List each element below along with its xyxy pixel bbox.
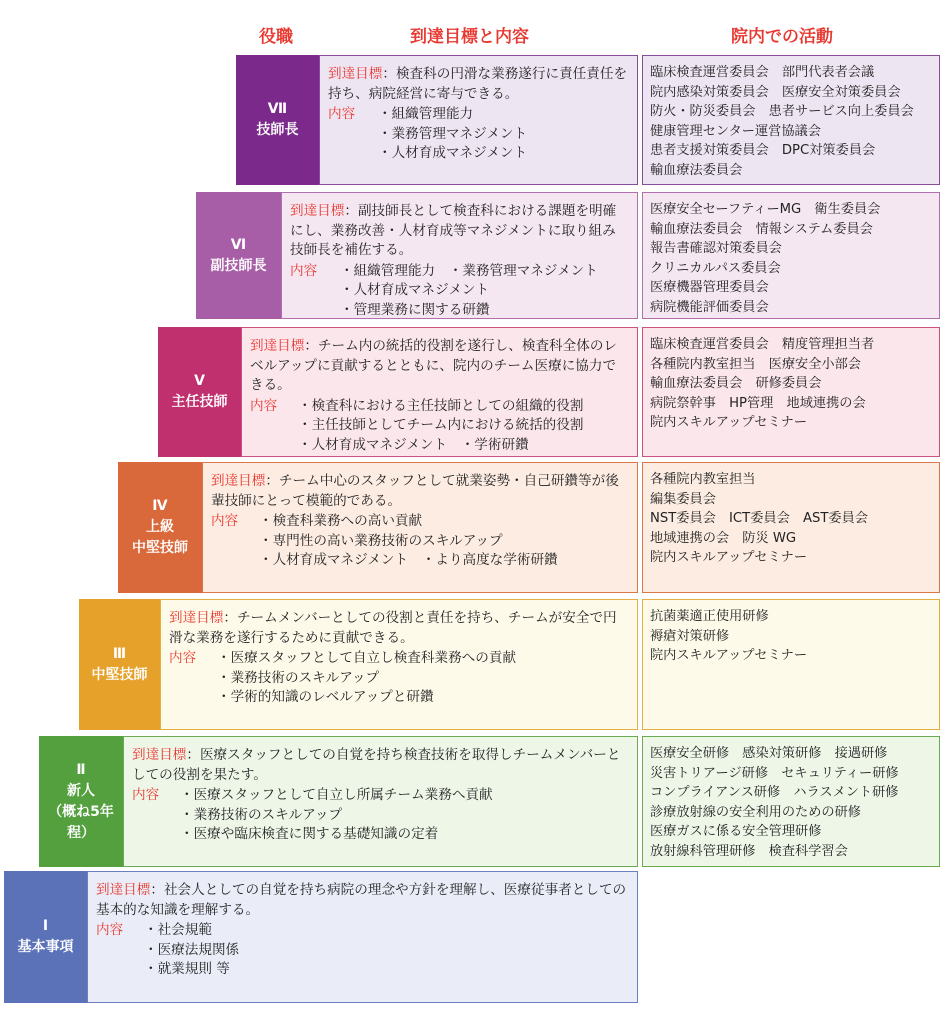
activity-item: 地域連携の会 防災 WG <box>650 530 797 546</box>
role-numeral: Ⅵ <box>230 236 247 253</box>
role-title: 新人 <box>67 782 95 799</box>
goal-label: 到達目標 <box>132 747 187 763</box>
activity-box-level-6 <box>642 192 940 319</box>
activity-item: 院内感染対策委員会 医療安全対策委員会 <box>650 84 901 100</box>
content-items <box>378 105 527 164</box>
content-item: ・人材育成マネジメント ・より高度な学術研鑽 <box>259 552 558 568</box>
activity-item: 輸血療法委員会 研修委員会 <box>650 376 822 391</box>
role-level-4 <box>118 462 202 593</box>
role-title: 中堅技師 <box>91 666 148 683</box>
activity-item: NST委員会 ICT委員会 AST委員会 <box>650 511 868 526</box>
role-subtitle: （概ね5年程） <box>48 803 114 841</box>
role-level-6 <box>196 192 281 319</box>
content-item: ・管理業務に関する研鑽 <box>340 301 490 318</box>
goal-label: 到達目標 <box>211 473 266 489</box>
content-items <box>298 397 583 456</box>
activity-item: 院内スキルアップセミナー <box>650 415 808 430</box>
content-row <box>132 786 629 845</box>
activity-item: 各種院内教室担当 医療安全小部会 <box>650 356 861 372</box>
content-item: ・医療スタッフとして自立し所属チーム業務へ貢献 <box>180 787 493 803</box>
goal-box-level-4 <box>202 462 638 593</box>
content-item: ・人材育成マネジメント <box>378 145 528 161</box>
content-item: ・専門性の高い業務技術のスキルアップ <box>259 532 503 549</box>
role-numeral: Ⅶ <box>267 101 288 117</box>
role-numeral: Ⅴ <box>194 373 205 389</box>
content-item: ・主任技師としてチーム内における統括的役割 <box>298 417 584 433</box>
role-title: 技師長 <box>256 122 299 138</box>
activity-item: 輸血療法委員会 情報システム委員会 <box>650 221 873 237</box>
content-item: ・人材育成マネジメント ・学術研鑽 <box>298 436 529 453</box>
goal-box-level-6 <box>281 192 638 319</box>
content-item: ・業務管理マネジメント <box>378 125 528 142</box>
activity-box-level-2 <box>642 736 940 867</box>
content-row <box>290 262 629 321</box>
activity-item: 院内スキルアップセミナー <box>650 648 808 663</box>
content-label: 内容 <box>211 513 239 529</box>
role-level-3 <box>79 599 160 730</box>
role-title: 基本事項 <box>17 939 74 955</box>
goal-label: 到達目標 <box>96 882 151 898</box>
content-row <box>96 921 629 980</box>
content-items <box>259 512 558 571</box>
activity-box-level-5 <box>642 327 940 457</box>
activity-item: 抗菌薬適正使用研修 <box>650 609 769 624</box>
goal-text: 到達目標：検査科の円滑な業務遂行に責任責任を持ち、病院経営に寄与できる。 <box>328 66 628 102</box>
content-item: ・医療スタッフとして自立し検査科業務への貢献 <box>217 650 517 666</box>
activity-item: 病院機能評価委員会 <box>650 299 769 315</box>
content-item: ・学術的知識のレベルアップと研鑽 <box>217 689 434 705</box>
content-items <box>180 786 493 845</box>
content-items <box>217 649 516 708</box>
role-numeral: Ⅲ <box>112 645 127 662</box>
activity-item: 災害トリアージ研修 セキュリティー研修 <box>650 765 899 781</box>
activity-item: 臨床検査運営委員会 精度管理担当者 <box>650 337 875 352</box>
activity-item: 医療ガスに係る安全管理研修 <box>650 824 822 839</box>
role-title: 主任技師 <box>171 394 228 410</box>
content-item: ・組織管理能力 <box>378 106 474 122</box>
goal-text: 到達目標：社会人としての自覚を持ち病院の理念や方針を理解し、医療従事者としての基本的な知識を理解する。 <box>96 882 627 918</box>
content-label: 内容 <box>290 262 318 279</box>
role-numeral: Ⅳ <box>152 498 168 514</box>
activity-item: 健康管理センター運営協議会 <box>650 123 821 139</box>
role-level-5 <box>158 327 241 457</box>
goal-label: 到達目標 <box>328 66 383 82</box>
activity-item: 医療機器管理委員会 <box>650 280 769 295</box>
activity-box-level-3 <box>642 599 940 730</box>
content-row <box>211 512 629 571</box>
content-row <box>250 397 629 456</box>
goal-box-level-2 <box>123 736 638 867</box>
activity-item: 輸血療法委員会 <box>650 162 743 178</box>
activity-item: 院内スキルアップセミナー <box>650 550 808 565</box>
goal-box-level-5 <box>241 327 638 457</box>
content-item: ・医療や臨床検査に関する基礎知識の定着 <box>180 826 439 842</box>
role-title: 上級 <box>146 519 174 535</box>
activity-box-level-4 <box>642 462 940 593</box>
role-numeral: Ⅰ <box>42 918 49 934</box>
goal-text: 到達目標：副技師長として検査科における課題を明確にし、業務改善・人材育成等マネジメントに取り組み技師長を補佐する。 <box>290 203 617 258</box>
content-label: 内容 <box>250 397 278 414</box>
content-item: ・医療法規関係 <box>144 941 240 958</box>
activity-item: 患者支援対策委員会 DPC対策委員会 <box>650 143 876 158</box>
goal-box-level-7 <box>319 55 638 185</box>
content-item: ・組織管理能力 ・業務管理マネジメント <box>340 262 598 279</box>
activity-item: コンプライアンス研修 ハラスメント研修 <box>650 785 899 800</box>
activity-box-level-7 <box>642 55 940 185</box>
content-item: ・人材育成マネジメント <box>340 282 490 298</box>
content-items <box>340 262 598 321</box>
content-row <box>328 105 629 164</box>
goal-label: 到達目標 <box>250 338 305 354</box>
goal-label: 到達目標 <box>290 203 345 219</box>
header-goal: 到達目標と内容 <box>410 27 529 47</box>
activity-item: 各種院内教室担当 <box>650 472 756 487</box>
activity-item: 防火・防災委員会 患者サービス向上委員会 <box>650 104 914 119</box>
content-label: 内容 <box>96 922 124 938</box>
activity-item: 放射線科管理研修 検査科学習会 <box>650 843 848 859</box>
content-item: ・業務技術のスキルアップ <box>180 806 343 823</box>
content-label: 内容 <box>169 650 197 666</box>
header-role: 役職 <box>259 27 293 47</box>
content-item: ・社会規範 <box>144 922 212 938</box>
content-item: ・業務技術のスキルアップ <box>217 669 380 686</box>
goal-label: 到達目標 <box>169 610 224 626</box>
content-item: ・検査科における主任技師としての組織的役割 <box>298 397 584 414</box>
role-title: 副技師長 <box>210 257 267 274</box>
goal-text: 到達目標：医療スタッフとしての自覚を持ち検査技術を取得しチームメンバーとしての役割を果たす。 <box>132 747 621 783</box>
content-items <box>144 921 239 980</box>
content-label: 内容 <box>328 106 356 122</box>
activity-item: 編集委員会 <box>650 491 716 507</box>
activity-item: 医療安全セーフティーMG 衛生委員会 <box>650 202 881 217</box>
activity-item: 医療安全研修 感染対策研修 接遇研修 <box>650 746 888 761</box>
role-level-7 <box>236 55 319 185</box>
activity-item: 褥瘡対策研修 <box>650 628 730 644</box>
activity-item: 報告書確認対策委員会 <box>650 241 782 256</box>
activity-item: 臨床検査運営委員会 部門代表者会議 <box>650 65 875 80</box>
activity-item: 病院祭幹事 HP管理 地域連携の会 <box>650 395 866 411</box>
goal-box-level-3 <box>160 599 638 730</box>
role-subtitle: 中堅技師 <box>132 540 188 556</box>
role-level-2 <box>39 736 123 867</box>
goal-box-level-1 <box>87 871 638 1003</box>
goal-text: 到達目標：チーム内の統括的役割を遂行し、検査科全体のレベルアップに貢献するとともに、院内のチーム医療に協力できる。 <box>250 338 618 393</box>
content-label: 内容 <box>132 787 160 803</box>
role-numeral: Ⅱ <box>76 761 86 778</box>
goal-text: 到達目標：チーム中心のスタッフとして就業姿勢・自己研鑽等が後輩技師にとって模範的である。 <box>211 473 619 509</box>
header-activity: 院内での活動 <box>731 27 833 47</box>
goal-text: 到達目標：チームメンバーとしての役割と責任を持ち、チームが安全で円滑な業務を遂行するために貢献できる。 <box>169 610 617 646</box>
role-level-1 <box>4 871 87 1003</box>
content-item: ・就業規則 等 <box>144 961 230 977</box>
content-row <box>169 649 629 708</box>
activity-item: クリニカルパス委員会 <box>650 260 781 276</box>
activity-item: 診療放射線の安全利用のための研修 <box>650 804 861 820</box>
content-item: ・検査科業務への高い貢献 <box>259 513 423 529</box>
